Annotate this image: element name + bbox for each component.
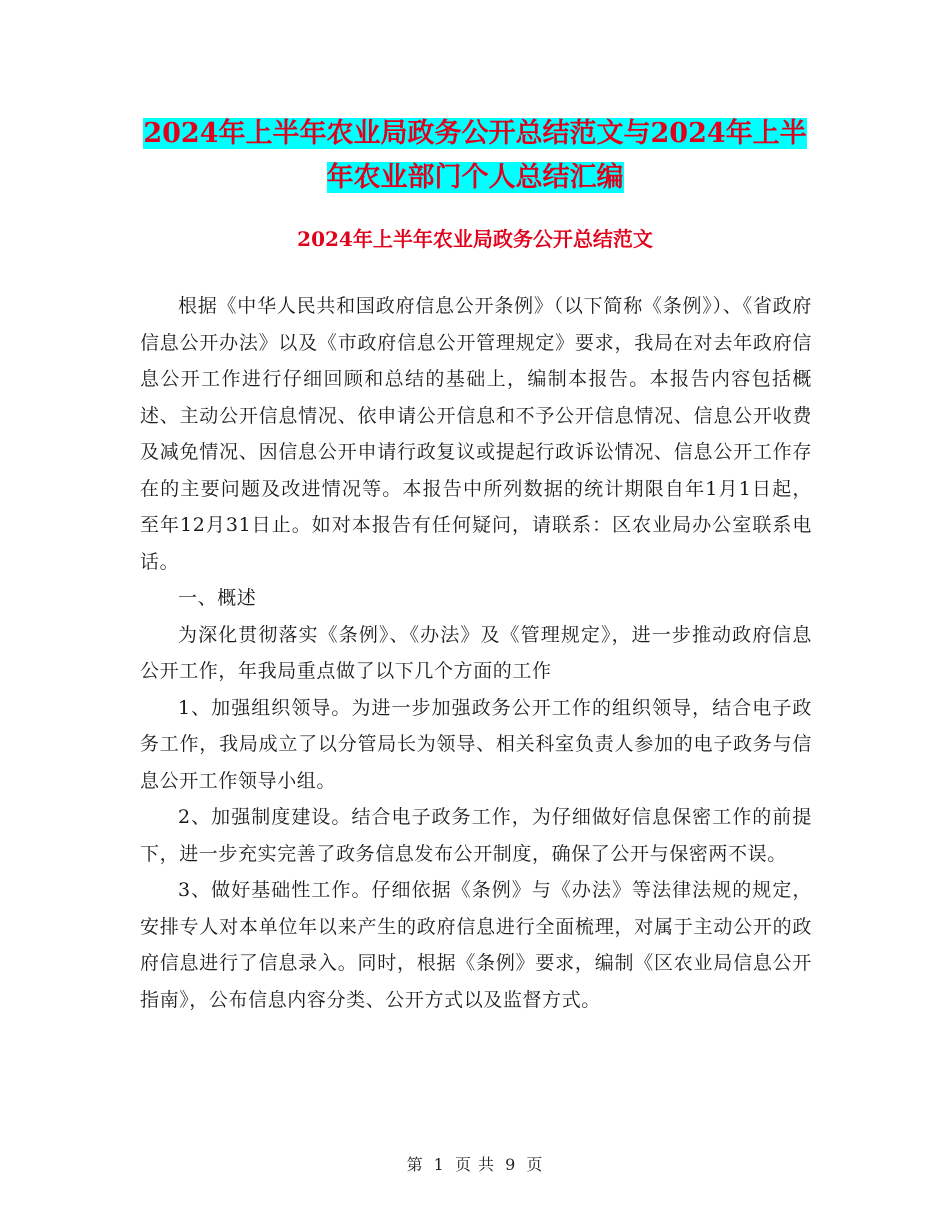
footer-prefix: 第 xyxy=(406,1155,424,1174)
page-footer xyxy=(0,1152,950,1175)
document-title-line-1: 2024年上半年农业局政务公开总结范文与2024年上半 xyxy=(143,118,807,149)
document-title xyxy=(140,112,810,200)
footer-middle: 页 共 xyxy=(454,1155,496,1174)
paragraph-item-1: 1、加强组织领导。为进一步加强政务公开工作的组织领导，结合电子政务工作，我局成立了以分管局长为领导、相关科室负责人参加的电子政务与信息公开工作领导小组。 xyxy=(140,696,812,792)
paragraph-overview: 为深化贯彻落实《条例》、《办法》及《管理规定》，进一步推动政府信息公开工作，年我局重点做了以下几个方面的工作 xyxy=(140,623,812,682)
paragraph-item-3: 3、做好基础性工作。仔细依据《条例》与《办法》等法律法规的规定，安排专人对本单位年以来产生的政府信息进行全面梳理，对属于主动公开的政府信息进行了信息录入。同时，根据《条例》要求，编制《区农业局信息公开指南》，公布信息内容分类、公开方式以及监督方式。 xyxy=(140,879,812,1011)
footer-suffix: 页 xyxy=(526,1155,544,1174)
document-body xyxy=(140,288,812,1018)
document-title-line-2: 年农业部门个人总结汇编 xyxy=(326,162,624,193)
paragraph-item-2: 2、加强制度建设。结合电子政务工作，为仔细做好信息保密工作的前提下，进一步充实完善了政务信息发布公开制度，确保了公开与保密两不误。 xyxy=(140,806,812,865)
footer-page-number: 1 xyxy=(433,1155,445,1174)
paragraph-intro: 根据《中华人民共和国政府信息公开条例》（以下简称《条例》）、《省政府信息公开办法》以及《市政府信息公开管理规定》要求，我局在对去年政府信息公开工作进行仔细回顾和总结的基础上，编制本报告。本报告内容包括概述、主动公开信息情况、依申请公开信息和不予公开信息情况、信息公开收费及减免情况、因信息公开申请行政复议或提起行政诉讼情况、信息公开工作存在的主要问题及改进情况等。本报告中所列数据的统计期限自年1月1日起，至年12月31日止。如对本报告有任何疑问，请联系：区农业局办公室联系电话。 xyxy=(140,295,812,573)
footer-total-pages: 9 xyxy=(505,1155,517,1174)
paragraph-heading-overview: 一、概述 xyxy=(178,587,257,609)
section-title: 2024年上半年农业局政务公开总结范文 xyxy=(297,227,653,251)
